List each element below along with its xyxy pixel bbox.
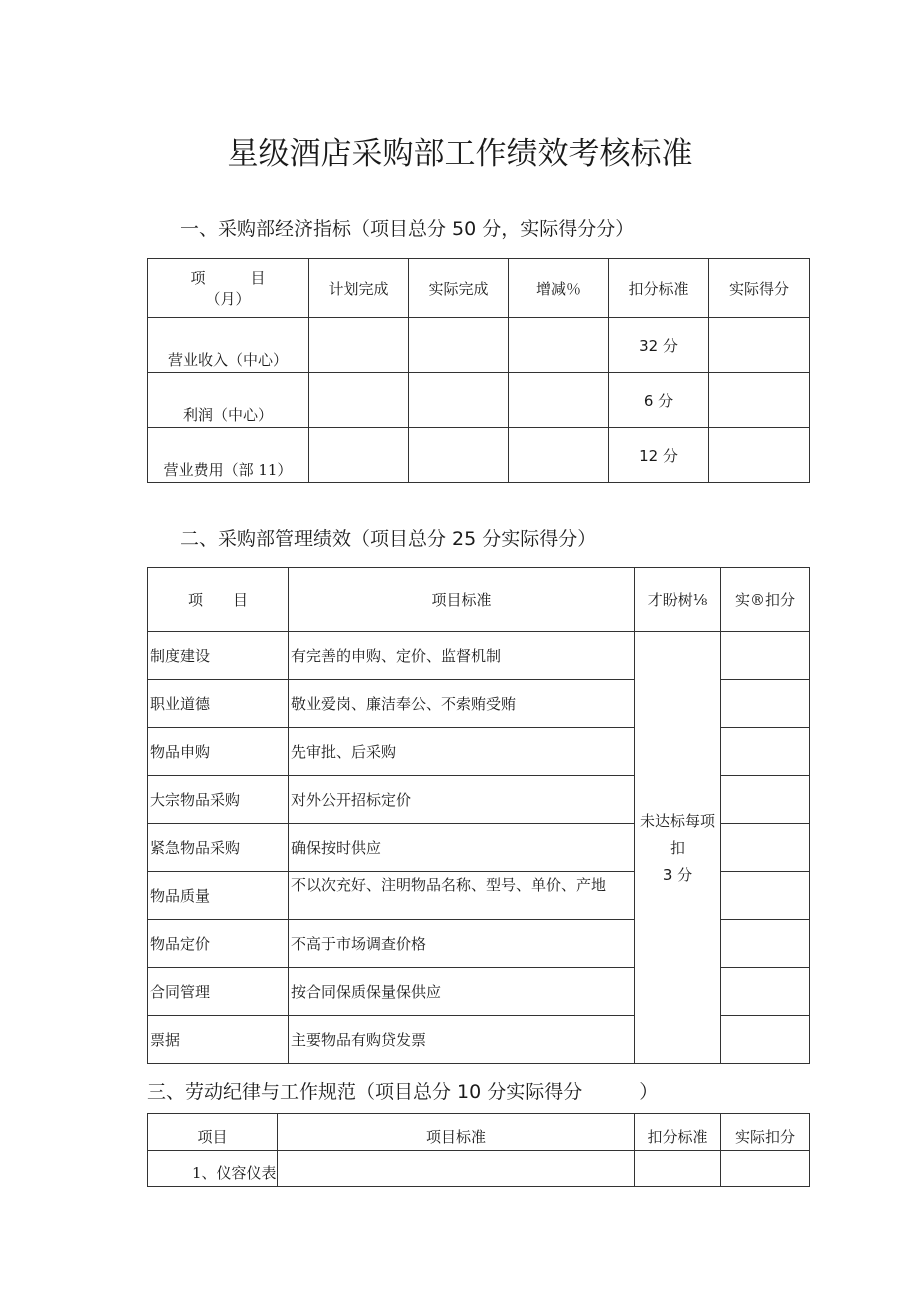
row-item: 物品申购 — [148, 728, 289, 776]
score-cell[interactable] — [721, 728, 810, 776]
actual-cell[interactable] — [409, 428, 509, 483]
score-cell[interactable] — [721, 872, 810, 920]
score-cell[interactable] — [721, 1016, 810, 1064]
score-cell[interactable] — [721, 920, 810, 968]
table-row — [148, 318, 810, 373]
score-cell[interactable] — [721, 632, 810, 680]
table-header-row — [148, 1114, 810, 1151]
row-item: 合同管理 — [148, 968, 289, 1016]
table-row — [148, 1151, 810, 1187]
header-item-label: 项 目 — [190, 269, 266, 287]
table-header-row — [148, 259, 810, 318]
header-score: 实际得分 — [709, 259, 810, 318]
merged-deduct-line3: 3 分 — [662, 866, 693, 884]
row-standard: 确保按时供应 — [289, 824, 635, 872]
header-plan: 计划完成 — [309, 259, 409, 318]
management-performance-table — [147, 567, 810, 1064]
table-header-row — [148, 568, 810, 632]
plan-cell[interactable] — [309, 428, 409, 483]
score-cell[interactable] — [709, 373, 810, 428]
score-cell[interactable] — [721, 776, 810, 824]
deduct-cell: 6 分 — [609, 373, 709, 428]
actual-cell[interactable] — [409, 373, 509, 428]
deduct-cell: 32 分 — [609, 318, 709, 373]
discipline-table — [147, 1113, 810, 1187]
section3-heading: 三、劳动纪律与工作规范（项目总分 10 分实际得分 ） — [147, 1081, 659, 1103]
header-deduct: 才盼树⅛ — [635, 568, 721, 632]
row-standard: 不高于市场调查价格 — [289, 920, 635, 968]
row-item: 紧急物品采购 — [148, 824, 289, 872]
score-cell[interactable] — [709, 428, 810, 483]
header-deduct: 扣分标准 — [635, 1114, 721, 1151]
score-cell[interactable] — [721, 824, 810, 872]
actual-cell[interactable] — [409, 318, 509, 373]
merged-deduct-line2: 扣 — [669, 839, 685, 857]
score-cell[interactable] — [721, 1151, 810, 1187]
row-item: 票据 — [148, 1016, 289, 1064]
standard-cell[interactable] — [278, 1151, 635, 1187]
row-standard: 有完善的申购、定价、监督机制 — [289, 632, 635, 680]
row-item: 利润（中心） — [148, 373, 309, 428]
table-row — [148, 428, 810, 483]
row-item: 职业道德 — [148, 680, 289, 728]
header-item: 项 目 — [148, 568, 289, 632]
row-item: 营业收入（中心） — [148, 318, 309, 373]
row-standard: 敬业爱岗、廉洁奉公、不索贿受贿 — [289, 680, 635, 728]
section2-heading: 二、采购部管理绩效（项目总分 25 分实际得分） — [180, 528, 597, 550]
change-cell[interactable] — [509, 318, 609, 373]
header-item-sublabel: （月） — [205, 290, 251, 308]
change-cell[interactable] — [509, 428, 609, 483]
row-item: 物品质量 — [148, 872, 289, 920]
section1-heading: 一、采购部经济指标（项目总分 50 分，实际得分分） — [180, 218, 635, 240]
row-item: 物品定价 — [148, 920, 289, 968]
header-standard: 项目标准 — [289, 568, 635, 632]
deduct-cell[interactable] — [635, 1151, 721, 1187]
deduct-cell: 12 分 — [609, 428, 709, 483]
row-item: 1、仪容仪表 — [148, 1151, 278, 1187]
page-title: 星级酒店采购部工作绩效考核标准 — [227, 136, 693, 172]
row-standard: 按合同保质保量保供应 — [289, 968, 635, 1016]
change-cell[interactable] — [509, 373, 609, 428]
header-standard: 项目标准 — [278, 1114, 635, 1151]
row-standard: 不以次充好、注明物品名称、型号、单价、产地 — [289, 872, 635, 920]
header-change: 增减％ — [509, 259, 609, 318]
row-item: 制度建设 — [148, 632, 289, 680]
header-item — [148, 259, 309, 318]
table-row — [148, 632, 810, 680]
economic-indicators-table — [147, 258, 810, 483]
row-standard: 主要物品有购贷发票 — [289, 1016, 635, 1064]
merged-deduct-line1: 未达标每项 — [639, 812, 715, 830]
header-actual: 实际完成 — [409, 259, 509, 318]
row-item: 大宗物品采购 — [148, 776, 289, 824]
table-row — [148, 373, 810, 428]
header-score: 实际扣分 — [721, 1114, 810, 1151]
score-cell[interactable] — [721, 968, 810, 1016]
plan-cell[interactable] — [309, 373, 409, 428]
row-item: 营业费用（部 11） — [148, 428, 309, 483]
row-standard: 先审批、后采购 — [289, 728, 635, 776]
header-score: 实®扣分 — [721, 568, 810, 632]
merged-deduct-cell — [635, 632, 721, 1064]
header-item: 项目 — [148, 1114, 278, 1151]
plan-cell[interactable] — [309, 318, 409, 373]
score-cell[interactable] — [709, 318, 810, 373]
row-standard: 对外公开招标定价 — [289, 776, 635, 824]
score-cell[interactable] — [721, 680, 810, 728]
header-deduct: 扣分标准 — [609, 259, 709, 318]
